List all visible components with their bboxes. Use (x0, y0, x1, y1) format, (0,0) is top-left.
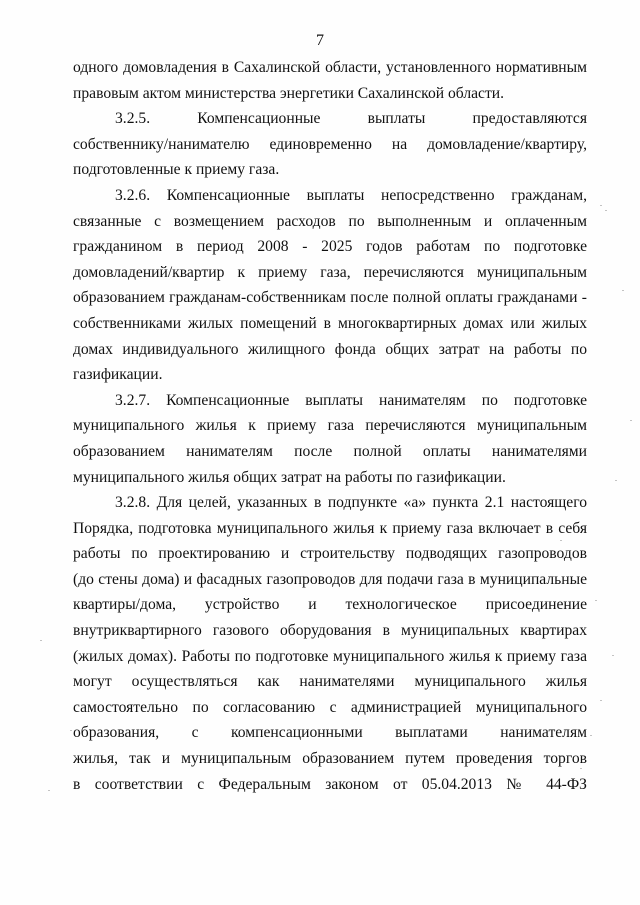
text-line: самостоятельно по согласованию с администрацией муниципального (73, 698, 587, 716)
scan-speck (600, 205, 602, 206)
scan-speck (615, 480, 617, 481)
text-line: внутриквартирного газового оборудования в муниципальных квартирах (73, 622, 587, 640)
text-line: работы по проектированию и строительству подводящих газопроводов (73, 545, 587, 563)
scan-speck (40, 640, 42, 641)
page-number: 7 (316, 32, 324, 49)
text-line: газификации. (73, 366, 163, 384)
scan-speck (48, 790, 50, 791)
scan-speck (590, 735, 592, 736)
text-line: квартиры/дома, устройство и технологическое присоединение (73, 596, 587, 614)
text-line: собственнику/нанимателю единовременно на домовладение/квартиру, (73, 135, 587, 153)
text-line: Порядка, подготовка муниципального жилья к приему газа включает в себя (73, 519, 587, 537)
text-line: (до стены дома) и фасадных газопроводов для подачи газа в муниципальные (73, 570, 587, 588)
text-line: могут осуществляться как нанимателями муниципального жилья (73, 673, 587, 691)
text-line: домах индивидуального жилищного фонда общих затрат на работы по (73, 340, 587, 358)
text-line: собственниками жилых помещений в многоквартирных домах или жилых (73, 314, 587, 332)
text-line: связанные с возмещением расходов по выполненным и оплаченным (73, 212, 587, 230)
text-line: правовым актом министерства энергетики Сахалинской области. (73, 84, 505, 102)
text-line: 3.2.6. Компенсационные выплаты непосредственно гражданам, (115, 186, 587, 204)
document-body (73, 55, 587, 797)
text-line: 3.2.5. Компенсационные выплаты предоставляются (115, 110, 587, 128)
text-line: муниципального жилья к приему газа перечисляются муниципальным (73, 417, 587, 435)
text-line: образованием нанимателям после полной оплаты нанимателями (73, 442, 587, 460)
scan-speck (600, 700, 602, 701)
text-line: муниципального жилья общих затрат на работы по газификации. (73, 468, 506, 486)
text-line: домовладений/квартир к приему газа, перечисляются муниципальным (73, 263, 587, 281)
text-line: (жилых домах). Работы по подготовке муниципального жилья к приему газа (73, 647, 587, 665)
text-line: гражданином в период 2008 - 2025 годов работам по подготовке (73, 238, 587, 256)
text-line: 3.2.8. Для целей, указанных в подпункте «а» пункта 2.1 настоящего (115, 494, 587, 512)
scan-speck (595, 600, 597, 601)
scan-speck (605, 210, 607, 211)
text-line: 3.2.7. Компенсационные выплаты нанимателям по подготовке (115, 391, 587, 409)
scan-speck (560, 540, 562, 541)
scan-speck (580, 768, 582, 769)
scan-speck (70, 730, 72, 731)
scan-speck (622, 290, 624, 291)
text-line: в соответствии с Федеральным законом от 05.04.2013 № 44-ФЗ (73, 775, 587, 793)
text-line: образованием гражданам-собственникам после полной оплаты гражданами - (73, 289, 587, 307)
scan-speck (612, 655, 614, 656)
text-line: образования, с компенсационными выплатами нанимателям (73, 724, 587, 742)
text-line: подготовленные к приему газа. (73, 161, 280, 179)
text-line: жилья, так и муниципальным образованием путем проведения торгов (73, 750, 587, 768)
text-line: одного домовладения в Сахалинской области, установленного нормативным (73, 59, 587, 76)
scan-speck (630, 420, 632, 421)
